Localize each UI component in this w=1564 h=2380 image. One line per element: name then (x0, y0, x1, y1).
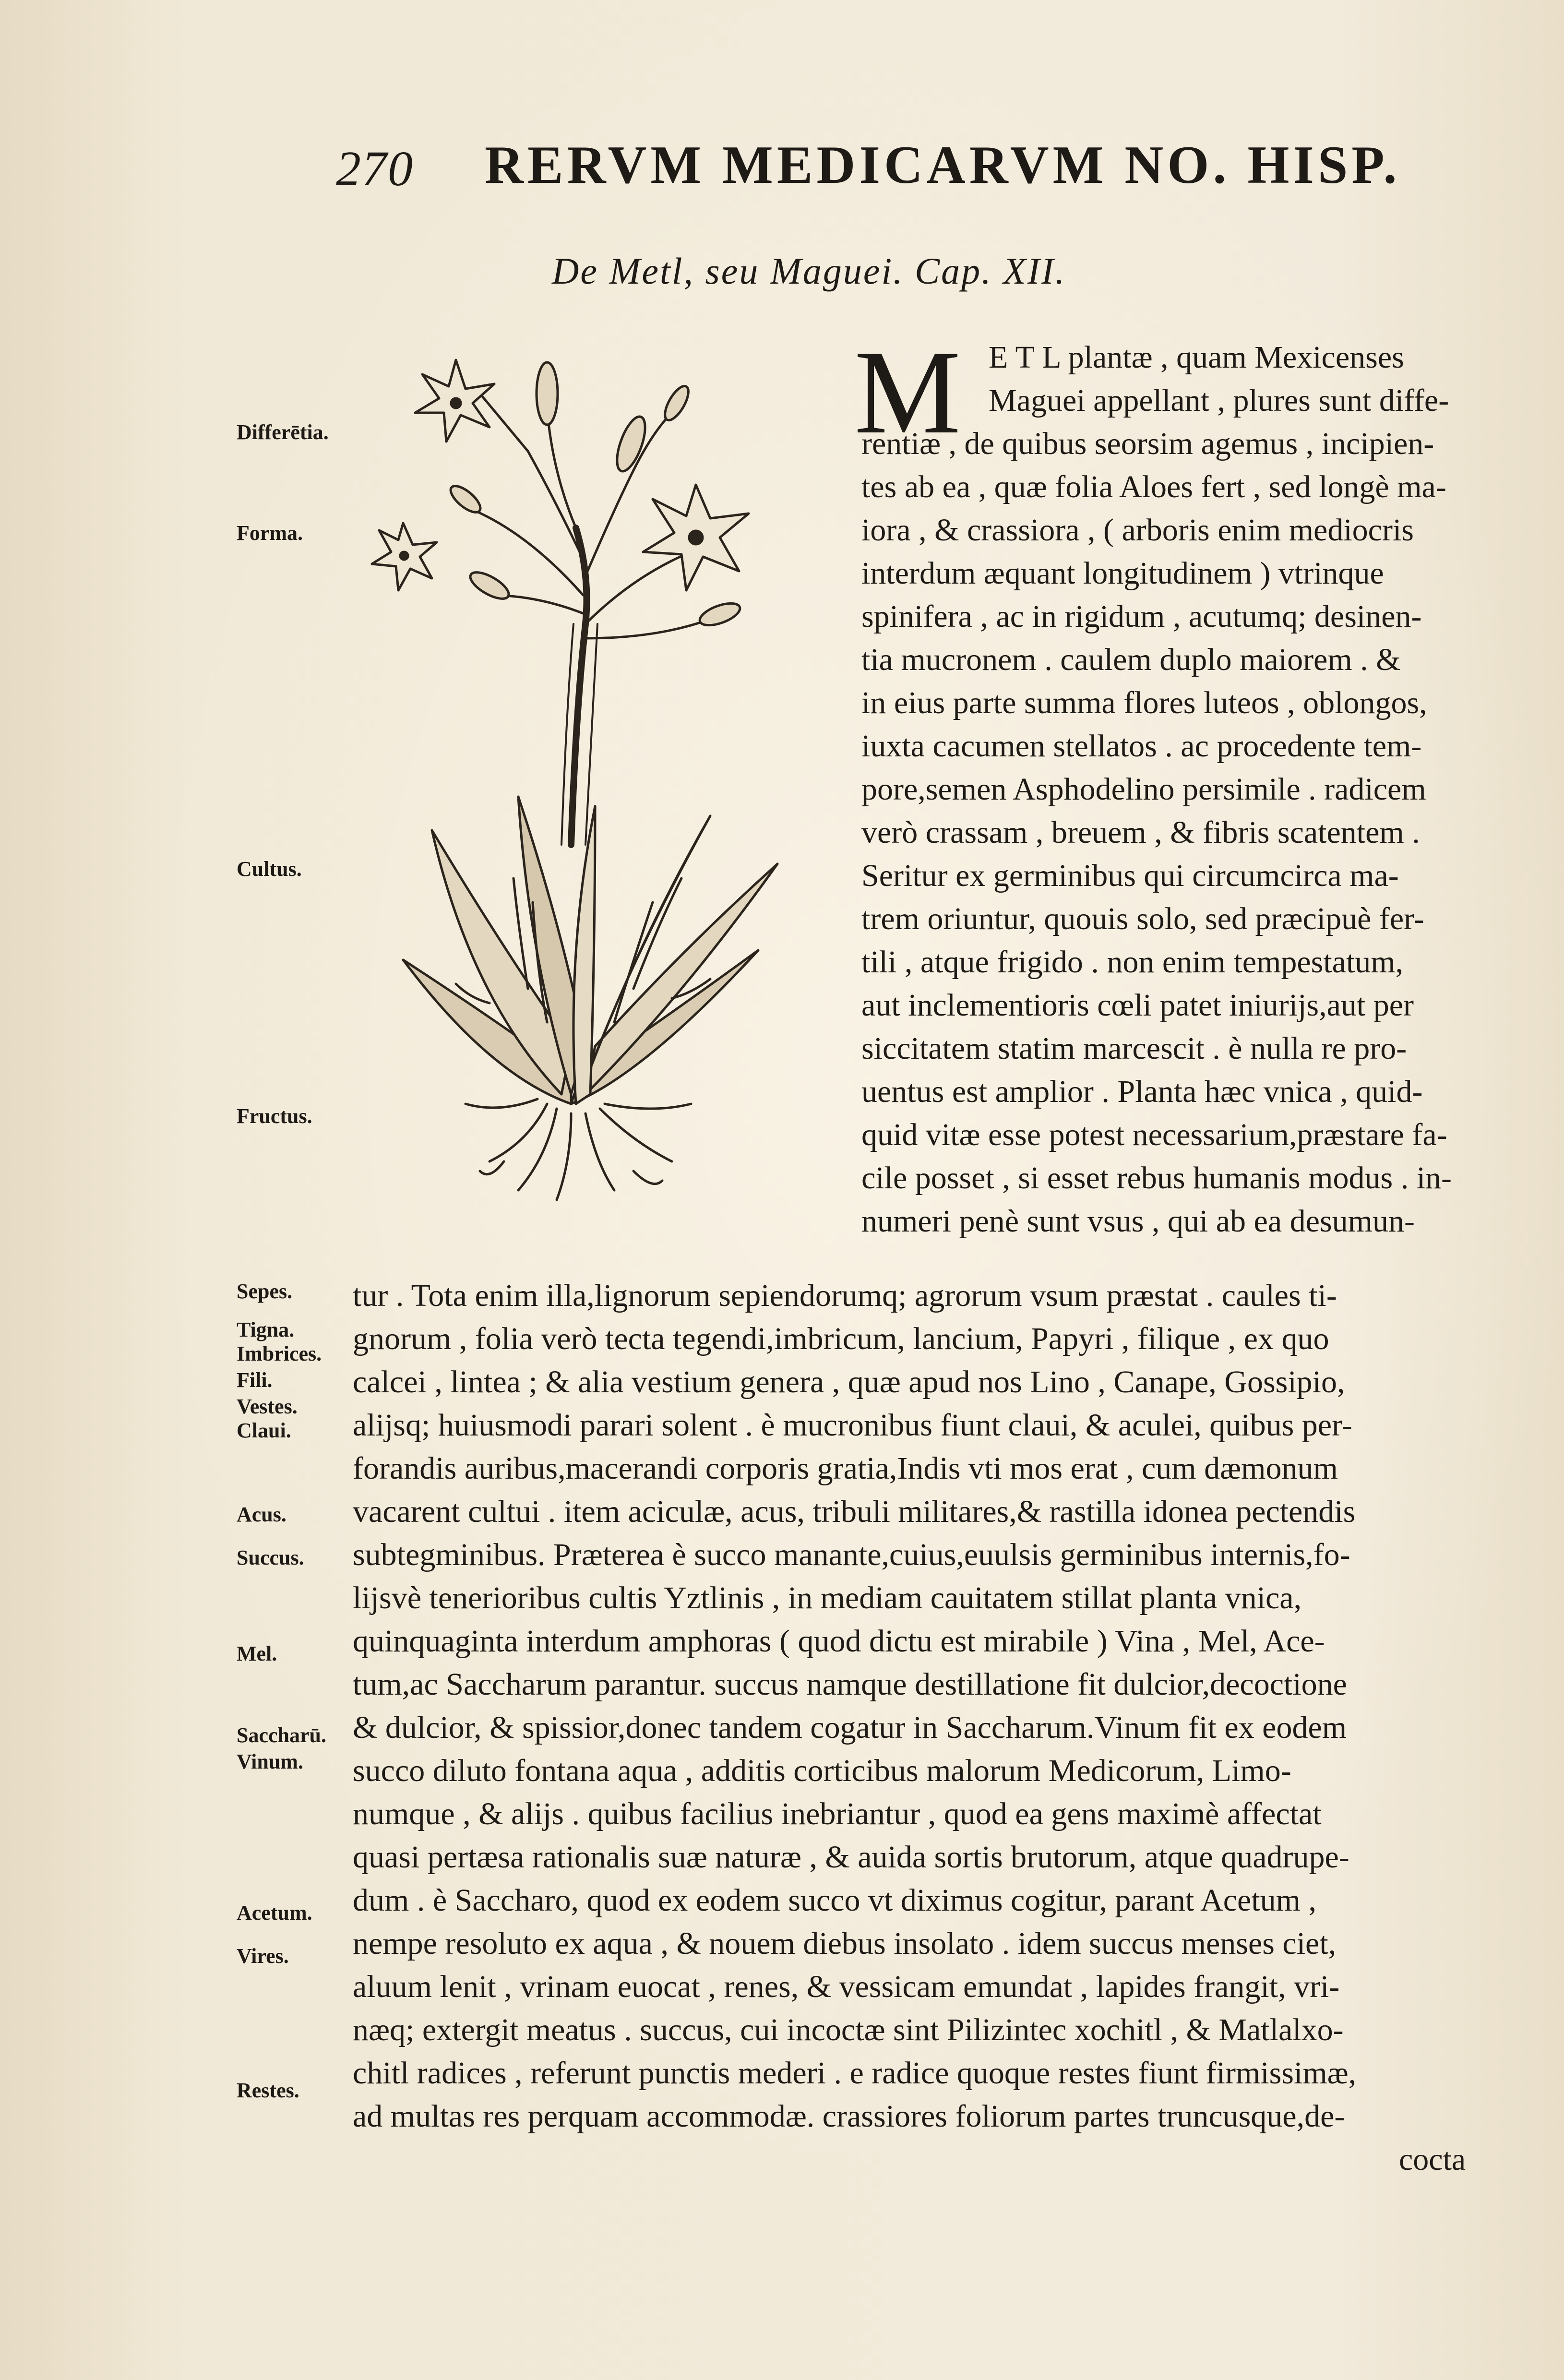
text-line: trem oriuntur, quouis solo, sed præcipuè fer- (861, 901, 1424, 936)
margin-note: Fili. (237, 1368, 273, 1392)
margin-note: Restes. (237, 2079, 299, 2102)
text-line: tur . Tota enim illa,lignorum sepiendorumq; agrorum vsum præstat . caules ti- (353, 1278, 1337, 1313)
text-line: quasi pertæsa rationalis suæ naturæ , & auida sortis brutorum, atque quadrupe- (353, 1840, 1349, 1875)
page-number: 270 (336, 141, 414, 196)
woodcut-agave-illustration (346, 326, 845, 1224)
text-line: vacarent cultui . item aciculæ, acus, tribuli militares,& rastilla idonea pectendis (353, 1494, 1356, 1529)
chapter-heading: De Metl, seu Maguei. Cap. XII. (552, 250, 1066, 292)
text-line: & dulcior, & spissior,donec tandem cogatur in Saccharum.Vinum fit ex eodem (353, 1710, 1347, 1745)
text-line: tia mucronem . caulem duplo maiorem . & (861, 642, 1401, 677)
roots (466, 1099, 691, 1200)
running-title: RERVM MEDICARVM NO. HISP. (485, 135, 1401, 195)
text-line: pore,semen Asphodelino persimile . radicem (861, 772, 1426, 807)
margin-note: Acus. (237, 1503, 287, 1526)
text-line: cocta (1399, 2142, 1466, 2177)
text-line: iora , & crassiora , ( arboris enim mediocris (861, 513, 1414, 548)
text-line: alijsq; huiusmodi parari solent . è mucronibus fiunt claui, & aculei, quibus per- (353, 1408, 1352, 1443)
text-line: succo diluto fontana aqua , additis corticibus malorum Medicorum, Limo- (353, 1753, 1291, 1788)
text-line: quinquaginta interdum amphoras ( quod dictu est mirabile ) Vina , Mel, Ace- (353, 1624, 1325, 1659)
text-line: numeri penè sunt vsus , qui ab ea desumun- (861, 1204, 1415, 1239)
margin-note: Succus. (237, 1546, 304, 1569)
text-line: ad multas res perquam accommodæ. crassiores foliorum partes truncusque,de- (353, 2099, 1345, 2134)
text-line: chitl radices , referunt punctis mederi . e radice quoque restes fiunt firmissimæ, (353, 2056, 1357, 2091)
margin-note: Vires. (237, 1944, 289, 1968)
text-line: siccitatem statim marcescit . è nulla re pro- (861, 1031, 1407, 1066)
text-line: gnorum , folia verò tecta tegendi,imbricum, lancium, Papyri , filique , ex quo (353, 1321, 1329, 1356)
basal-leaves (403, 797, 777, 1104)
margin-note: Differētia. (237, 420, 329, 444)
margin-note: Cultus. (237, 857, 302, 881)
margin-note: Claui. (237, 1419, 291, 1442)
text-line: forandis auribus,macerandi corporis gratia,Indis vti mos erat , cum dæmonum (353, 1451, 1338, 1486)
text-line: iuxta cacumen stellatos . ac procedente tem- (861, 729, 1422, 764)
text-line: in eius parte summa flores luteos , oblongos, (861, 685, 1427, 720)
text-line: dum . è Saccharo, quod ex eodem succo vt diximus cogitur, parant Acetum , (353, 1883, 1317, 1918)
text-line: interdum æquant longitudinem ) vtrinque (861, 556, 1384, 591)
full-width-text (353, 1274, 1466, 2181)
margin-note: Vestes. (237, 1395, 298, 1418)
margin-note: Vinum. (237, 1750, 303, 1773)
text-line: aluum lenit , vrinam euocat , renes, & vessicam emundat , lapides frangit, vri- (353, 1969, 1340, 2004)
text-line: tili , atque frigido . non enim tempestatum, (861, 945, 1404, 980)
text-line: aut inclementioris cœli patet iniurijs,aut per (861, 988, 1414, 1023)
margin-note: Sepes. (237, 1280, 293, 1303)
margin-note: Imbrices. (237, 1342, 322, 1365)
margin-note: Mel. (237, 1642, 277, 1665)
text-line: E T L plantæ , quam Mexicenses (989, 340, 1404, 375)
drop-cap: M (854, 326, 961, 459)
text-line: subtegminibus. Præterea è succo manante,cuius,euulsis germinibus internis,fo- (353, 1537, 1350, 1572)
right-column-text (861, 336, 1452, 1243)
margin-note: Saccharū. (237, 1723, 326, 1747)
text-line: Maguei appellant , plures sunt diffe- (989, 383, 1449, 418)
text-line: lijsvè tenerioribus cultis Yztlinis , in mediam cauitatem stillat planta vnica, (353, 1580, 1302, 1615)
stalk (571, 528, 587, 845)
text-line: næq; extergit meatus . succus, cui incoctæ sint Pilizintec xochitl , & Matlalxo- (353, 2012, 1344, 2047)
text-line: tum,ac Saccharum parantur. succus namque destillatione fit dulcior,decoctione (353, 1667, 1347, 1702)
margin-note: Tigna. (237, 1318, 295, 1341)
text-line: cile posset , si esset rebus humanis modus . in- (861, 1160, 1452, 1196)
margin-note: Forma. (237, 521, 303, 545)
text-line: numque , & alijs . quibus facilius inebriantur , quod ea gens maximè affectat (353, 1796, 1322, 1831)
margin-note: Acetum. (237, 1901, 312, 1925)
text-line: quid vitæ esse potest necessarium,præstare fa- (861, 1117, 1447, 1152)
text-line: spinifera , ac in rigidum , acutumq; desinen- (861, 599, 1422, 634)
text-line: tes ab ea , quæ folia Aloes fert , sed longè ma- (861, 469, 1446, 504)
text-line: nempe resoluto ex aqua , & nouem diebus insolato . idem succus menses ciet, (353, 1926, 1337, 1961)
text-line: calcei , lintea ; & alia vestium genera , quæ apud nos Lino , Canape, Gossipio, (353, 1364, 1345, 1399)
text-line: uentus est amplior . Planta hæc vnica , quid- (861, 1074, 1423, 1109)
margin-note: Fructus. (237, 1104, 312, 1128)
text-line: verò crassam , breuem , & fibris scatentem . (861, 815, 1420, 850)
star-flowers (372, 360, 749, 590)
text-line: rentiæ , de quibus seorsim agemus , incipien- (861, 426, 1434, 461)
text-line: Seritur ex germinibus qui circumcirca ma- (861, 858, 1399, 893)
